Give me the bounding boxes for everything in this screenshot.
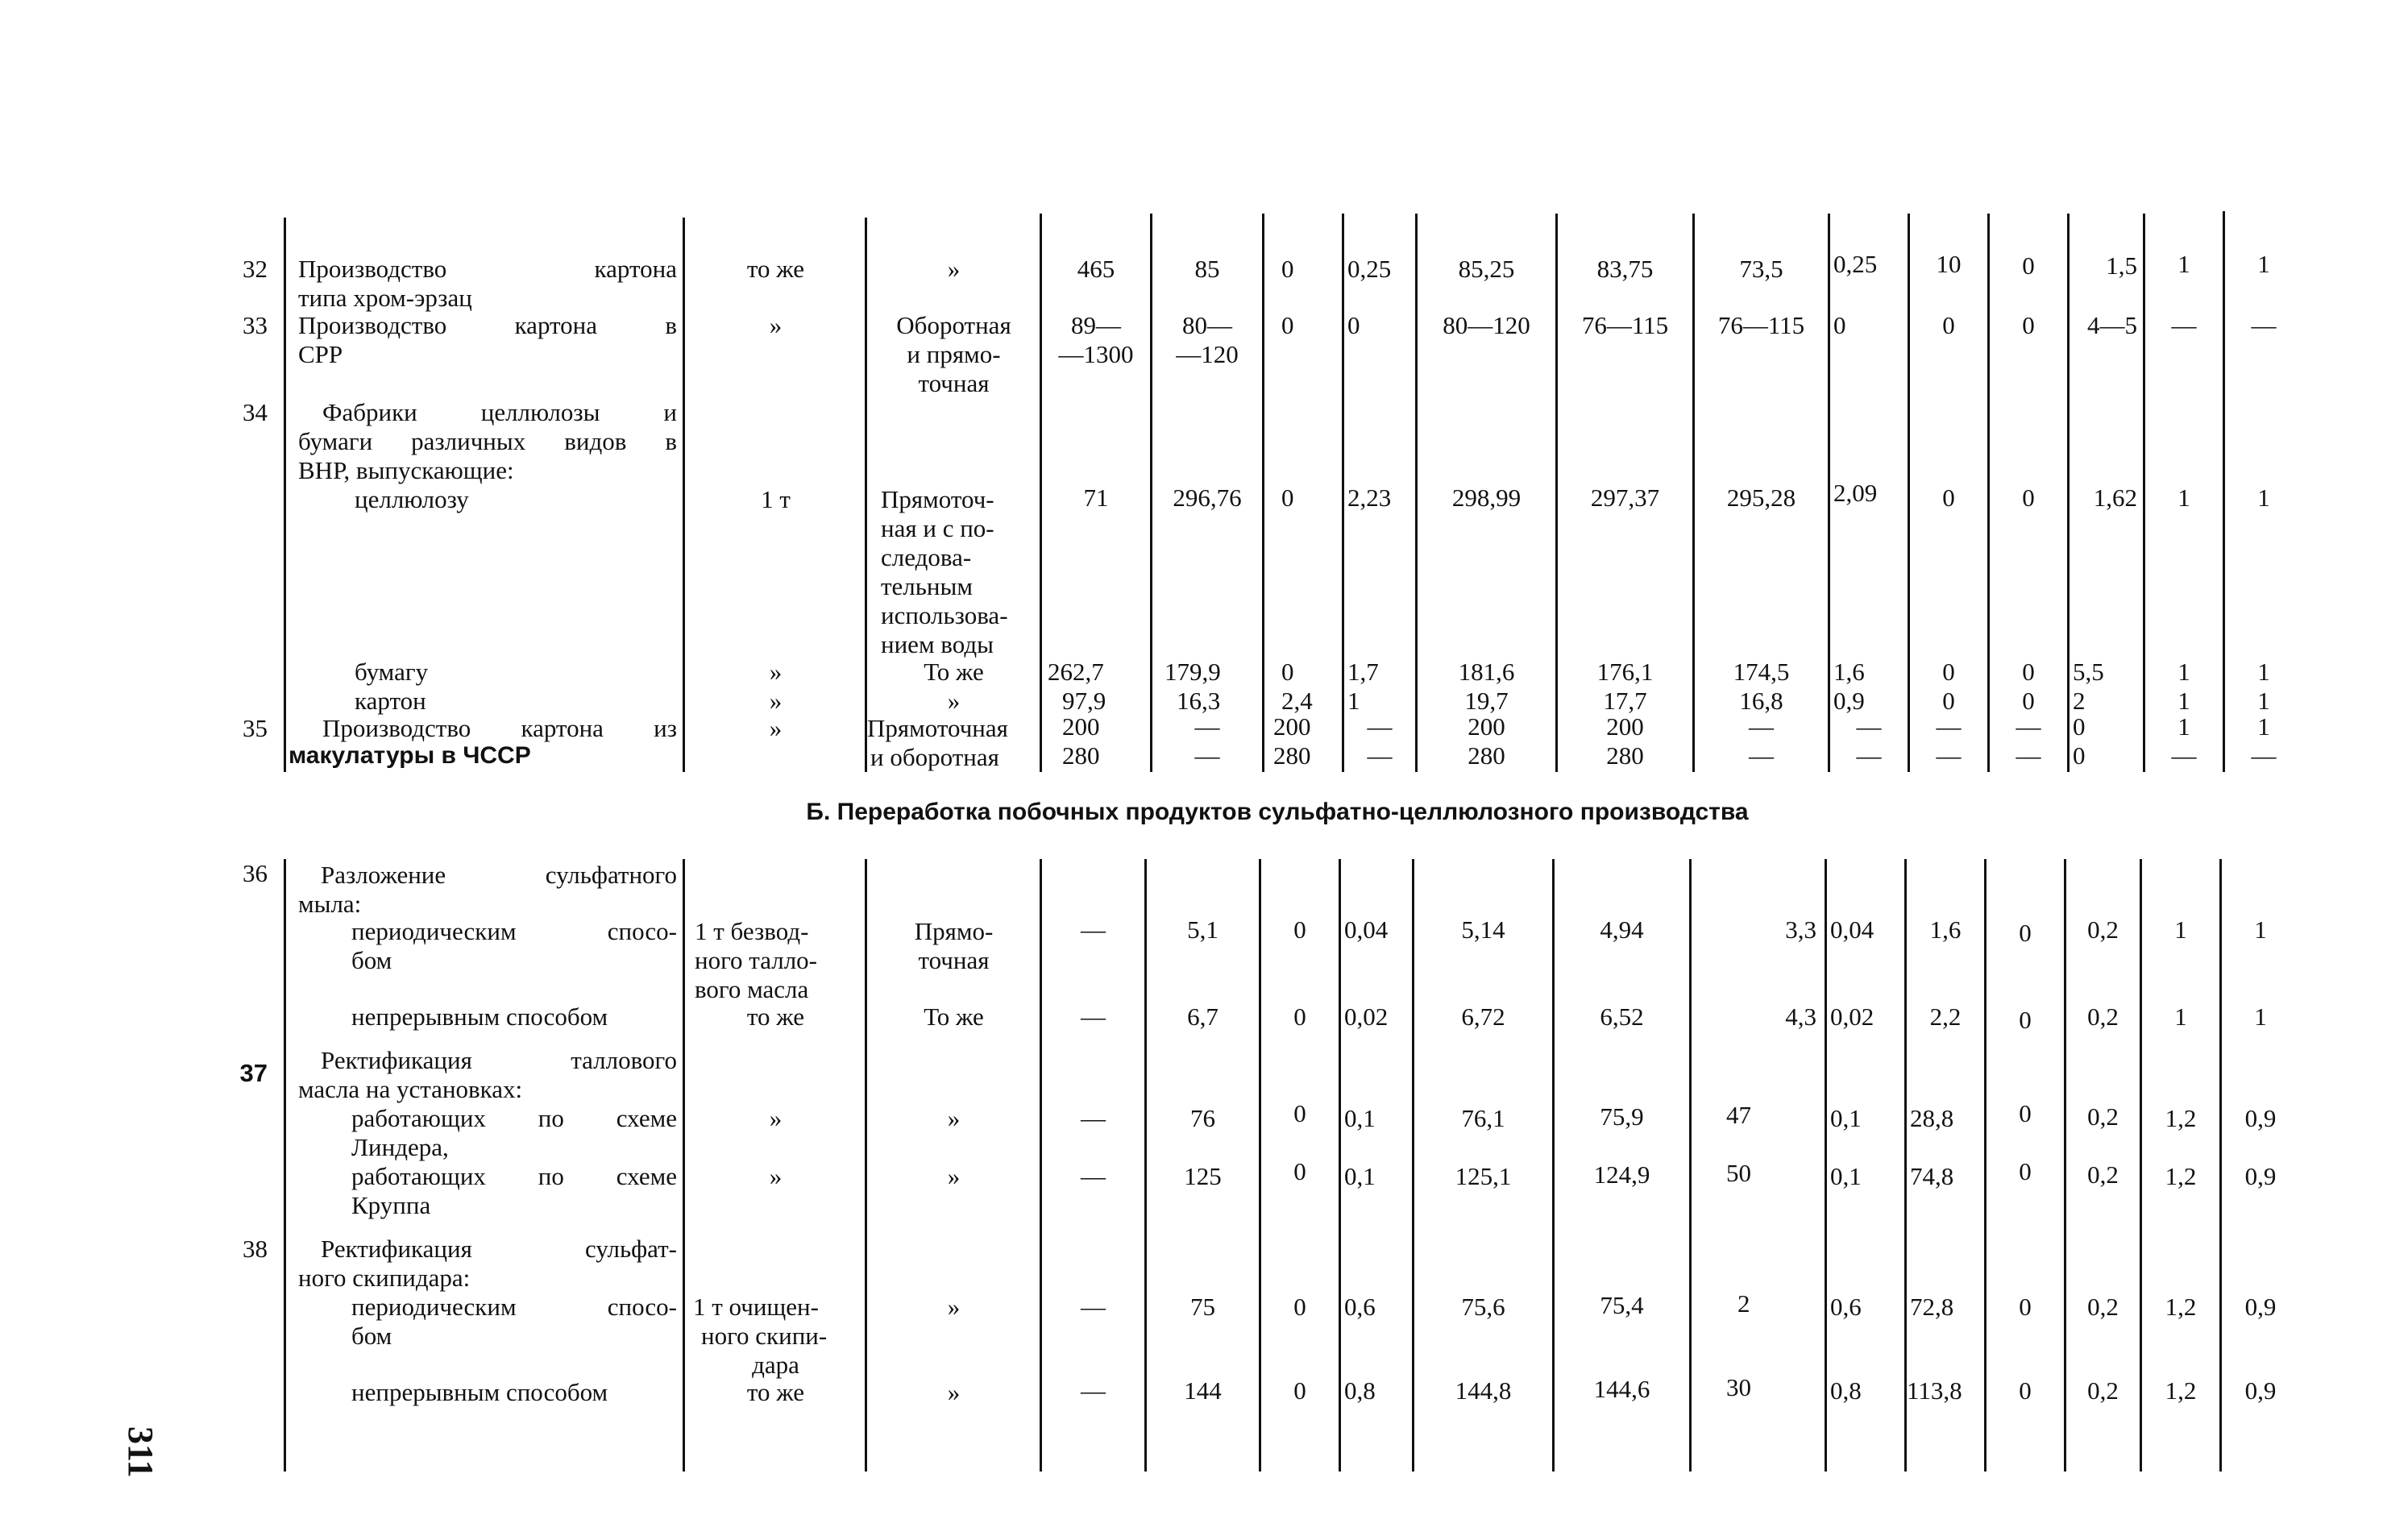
row-name-cont: масла на установках: (298, 1075, 523, 1103)
value-cell: 4,94 (1600, 915, 1644, 944)
value-cell: — (2016, 712, 2041, 741)
rule-col6-bottom (1689, 859, 1692, 1472)
value-cell: 200 (1468, 712, 1505, 741)
value-cell: 1,6 (1833, 658, 1865, 686)
value-cell: 76—115 (1581, 311, 1669, 339)
value-cell: 1 (2257, 687, 2270, 715)
row-number: 33 (243, 311, 268, 339)
scheme-cell-cont: точная (918, 946, 990, 974)
value-cell: 74,8 (1910, 1162, 1954, 1190)
value-cell: — (2171, 741, 2197, 770)
sub-item-name: работающих по схеме (351, 1162, 677, 1190)
value-cell: 0 (2022, 484, 2035, 512)
value-cell: 0 (2022, 658, 2035, 686)
value-cell: 280 (1606, 741, 1644, 770)
value-cell: 80—120 (1443, 311, 1530, 339)
value-cell: — (1081, 1104, 1106, 1132)
value-cell: — (1856, 712, 1882, 741)
value-cell: 0,9 (2244, 1104, 2277, 1132)
value-cell: 83,75 (1596, 255, 1654, 283)
value-cell: 1,2 (2165, 1376, 2197, 1405)
scheme-cell: Оборотная (896, 311, 1011, 339)
value-cell: — (1081, 1376, 1106, 1405)
row-number: 35 (243, 714, 268, 742)
value-cell: — (1081, 915, 1106, 944)
unit-cell: » (769, 311, 783, 339)
value-cell: 16,3 (1177, 687, 1221, 715)
value-cell: 1 (2177, 250, 2190, 278)
value-cell: 0,1 (1830, 1162, 1862, 1190)
value-cell: 295,28 (1726, 484, 1796, 512)
sub-item-name: непрерывным способом (351, 1002, 608, 1031)
value-cell: 1,2 (2165, 1104, 2197, 1132)
value-cell: 144,6 (1593, 1375, 1650, 1403)
value-cell: 181,6 (1458, 658, 1515, 686)
value-cell: — (2251, 741, 2277, 770)
value-cell: 1,7 (1347, 658, 1379, 686)
value-cell: 85,25 (1458, 255, 1515, 283)
row-name-cont: макулатуры в ЧССР (289, 742, 531, 769)
value-cell: 297,37 (1590, 484, 1660, 512)
value-cell: 0,9 (2244, 1376, 2277, 1405)
value-cell: 0,1 (1344, 1162, 1376, 1190)
value-cell: 0 (1942, 658, 1955, 686)
value-cell: 76—115 (1717, 311, 1805, 339)
value-cell: 0 (1293, 915, 1306, 944)
value-cell-cont: —120 (1176, 340, 1239, 368)
value-cell: 75 (1190, 1293, 1215, 1321)
value-cell: 16,8 (1739, 687, 1783, 715)
unit-cell: » (769, 687, 783, 715)
sub-item-name: работающих по схеме (351, 1104, 677, 1132)
value-cell: 1 (2177, 687, 2190, 715)
value-cell: 5,14 (1461, 915, 1505, 944)
row-name-cont: мыла: (298, 890, 362, 918)
rule-col7-bottom (1825, 859, 1827, 1472)
row-name-cont: бумаги различных видов в (298, 427, 677, 455)
value-cell: — (1367, 741, 1393, 770)
value-cell: 0,1 (1344, 1104, 1376, 1132)
value-cell: 280 (1468, 741, 1505, 770)
value-cell: 0 (1293, 1376, 1306, 1405)
value-cell: 0 (2073, 712, 2086, 741)
row-name-cont: СРР (298, 340, 343, 368)
value-cell: 465 (1077, 255, 1115, 283)
value-cell: 0,1 (1830, 1104, 1862, 1132)
value-cell: 1 (2174, 1002, 2187, 1031)
scheme-cell: » (947, 1104, 961, 1132)
value-cell: 3,3 (1785, 915, 1816, 944)
scheme-cell: » (947, 687, 961, 715)
value-cell: 0 (1293, 1002, 1306, 1031)
row-name: Разложение сульфатного (321, 861, 677, 889)
value-cell: 1 (2257, 712, 2270, 741)
value-cell: 0 (1942, 311, 1955, 339)
value-cell: 0 (2022, 311, 2035, 339)
value-cell: 47 (1726, 1101, 1751, 1129)
rule-col3-top (1342, 214, 1344, 772)
row-name: Производство картона (298, 255, 677, 283)
rule-col3-bottom (1339, 859, 1341, 1472)
value-cell: 0 (1281, 255, 1294, 283)
value-cell: 0,2 (2087, 1102, 2119, 1131)
sub-item-name: периодическим спосо- (351, 917, 677, 945)
value-cell: 0 (2019, 1006, 2032, 1034)
value-cell: 0 (2019, 1099, 2032, 1127)
row-name: Производство картона из (322, 714, 677, 742)
value-cell: 0 (2022, 251, 2035, 280)
sub-item-name: периодическим спосо- (351, 1293, 677, 1321)
scheme-cell: » (947, 1378, 961, 1406)
scheme-cell: То же (924, 658, 984, 686)
value-cell: 1,2 (2165, 1293, 2197, 1321)
value-cell: 71 (1083, 484, 1109, 512)
value-cell: 0 (1293, 1157, 1306, 1185)
row-number: 34 (243, 398, 268, 426)
unit-cell: » (769, 658, 783, 686)
row-number: 37 (239, 1059, 268, 1087)
rule-after-rowno-bottom (284, 859, 286, 1472)
value-cell: 0 (1293, 1099, 1306, 1127)
value-cell: — (2251, 311, 2277, 339)
value-cell: 4,3 (1785, 1002, 1816, 1031)
scheme-cell: » (947, 1293, 961, 1321)
value-cell: 0 (2019, 1157, 2032, 1185)
row-name: Ректификация таллового (321, 1046, 677, 1074)
value-cell: 0,2 (2087, 1002, 2119, 1031)
rule-col7-top (1828, 214, 1830, 772)
value-cell: 76 (1190, 1104, 1215, 1132)
sub-item-name: бумагу (355, 658, 429, 686)
value-cell: — (1081, 1002, 1106, 1031)
unit-cell: » (769, 714, 783, 742)
sub-item-name-cont: бом (351, 1322, 392, 1350)
scheme-cell: Прямо- (914, 917, 994, 945)
value-cell: 1 (2257, 484, 2270, 512)
unit-cell: 1 т очищен- (693, 1293, 819, 1321)
value-cell: 1,62 (2093, 484, 2137, 512)
value-cell: 0,2 (2087, 915, 2119, 944)
value-cell: 72,8 (1910, 1293, 1954, 1321)
value-cell: 0 (2073, 741, 2086, 770)
value-cell: — (2171, 311, 2197, 339)
value-cell: 0 (1347, 311, 1360, 339)
value-cell: 2,2 (1929, 1002, 1962, 1031)
value-cell: 179,9 (1165, 658, 1221, 686)
value-cell: 0,2 (2087, 1376, 2119, 1405)
value-cell: 0,8 (1344, 1376, 1376, 1405)
unit-cell-cont: ного скипи- (701, 1322, 828, 1350)
value-cell: 6,7 (1187, 1002, 1218, 1031)
value-cell: 200 (1273, 712, 1311, 741)
value-cell: 296,76 (1173, 484, 1242, 512)
value-cell: 0,9 (2244, 1162, 2277, 1190)
row-number: 38 (243, 1235, 268, 1263)
row-name-cont: ВНР, выпускающие: (298, 456, 514, 484)
value-cell: — (1936, 712, 1962, 741)
unit-cell: 1 т (761, 485, 791, 513)
value-cell: 0,04 (1344, 915, 1389, 944)
page-number: 311 (121, 1426, 160, 1478)
value-cell: 0,6 (1830, 1293, 1862, 1321)
value-cell: 0 (1293, 1293, 1306, 1321)
rule-col2-top (1262, 214, 1264, 772)
row-name-cont: ного скипидара: (298, 1264, 471, 1292)
value-cell: 0,8 (1830, 1376, 1862, 1405)
row-number: 36 (243, 859, 268, 887)
row-name: Ректификация сульфат- (321, 1235, 677, 1263)
value-cell: 262,7 (1048, 658, 1104, 686)
value-cell: 1,6 (1929, 915, 1962, 944)
row-name-cont: типа хром-эрзац (298, 284, 472, 312)
scheme-cell: » (947, 255, 961, 283)
value-cell: 2,23 (1347, 484, 1392, 512)
value-cell: 1 (1347, 687, 1360, 715)
row-name: Производство картона в (298, 311, 677, 339)
scheme-cell-cont: и оборотная (870, 743, 999, 771)
value-cell: 0,2 (2087, 1293, 2119, 1321)
value-cell: 76,1 (1461, 1104, 1505, 1132)
sub-item-name: картон (355, 687, 426, 715)
value-cell: 17,7 (1603, 687, 1647, 715)
value-cell: 1 (2177, 712, 2190, 741)
value-cell: 0,9 (2244, 1293, 2277, 1321)
scheme-cell-cont: следова- (881, 543, 972, 571)
scheme-cell-cont: и прямо- (907, 340, 1001, 368)
section-b-title: Б. Переработка побочных продуктов сульфатно-целлюлозного производства (806, 799, 1749, 825)
value-cell: 280 (1062, 741, 1100, 770)
row-name: Фабрики целлюлозы и (322, 398, 677, 426)
value-cell: 0,25 (1833, 250, 1878, 278)
value-cell: 0 (1942, 687, 1955, 715)
unit-cell: 1 т безвод- (695, 917, 809, 945)
value-cell: — (2016, 741, 2041, 770)
value-cell: 0,25 (1347, 255, 1392, 283)
unit-cell-cont: вого масла (695, 975, 809, 1003)
value-cell: 75,9 (1600, 1102, 1644, 1131)
value-cell: 30 (1726, 1373, 1751, 1401)
value-cell: 1 (2257, 658, 2270, 686)
value-cell: 113,8 (1907, 1376, 1962, 1405)
value-cell: — (1194, 741, 1220, 770)
value-cell: 0,04 (1830, 915, 1874, 944)
unit-cell: то же (746, 255, 805, 283)
value-cell: 28,8 (1910, 1104, 1954, 1132)
sub-item-name-cont: Линдера, (351, 1133, 449, 1161)
value-cell: 0,6 (1344, 1293, 1376, 1321)
scheme-cell: Прямоточная (867, 714, 1008, 742)
row-number: 32 (243, 255, 268, 283)
value-cell: 1 (2254, 915, 2267, 944)
value-cell: 0 (2019, 1293, 2032, 1321)
value-cell: 2,4 (1281, 687, 1313, 715)
value-cell: 298,99 (1451, 484, 1522, 512)
rule-after-rowno-top (284, 218, 286, 772)
scheme-cell-cont: точная (918, 369, 990, 397)
value-cell: 200 (1606, 712, 1644, 741)
value-cell: 0 (1281, 658, 1294, 686)
scheme-cell: То же (924, 1002, 984, 1031)
value-cell: 124,9 (1593, 1160, 1650, 1189)
value-cell: 85 (1194, 255, 1220, 283)
scheme-cell: Прямоточ- (881, 485, 994, 513)
value-cell: — (1936, 741, 1962, 770)
value-cell: 73,5 (1739, 255, 1783, 283)
value-cell: 1 (2254, 1002, 2267, 1031)
value-cell: — (1856, 741, 1882, 770)
value-cell: — (1367, 712, 1393, 741)
value-cell: 200 (1062, 712, 1100, 741)
value-cell: 1 (2174, 915, 2187, 944)
value-cell: 280 (1273, 741, 1311, 770)
value-cell: 5,5 (2073, 658, 2104, 686)
value-cell: 75,4 (1600, 1291, 1644, 1319)
value-cell: 0 (1942, 484, 1955, 512)
value-cell: 0 (2019, 1376, 2032, 1405)
sub-item-name-cont: Круппа (351, 1191, 431, 1219)
value-cell: 1 (2257, 250, 2270, 278)
value-cell: 125 (1184, 1162, 1222, 1190)
value-cell: 80— (1182, 311, 1232, 339)
value-cell: 144,8 (1455, 1376, 1512, 1405)
value-cell: 2,09 (1833, 479, 1878, 507)
unit-cell: то же (746, 1378, 805, 1406)
scheme-cell-cont: ная и с по- (881, 514, 994, 542)
value-cell: 1,2 (2165, 1162, 2197, 1190)
value-cell: 50 (1726, 1159, 1751, 1187)
value-cell: — (1194, 712, 1220, 741)
value-cell: 0 (1281, 311, 1294, 339)
value-cell: 0 (1833, 311, 1846, 339)
value-cell: 125,1 (1455, 1162, 1512, 1190)
value-cell: 6,72 (1461, 1002, 1505, 1031)
scheme-cell-cont: использова- (881, 601, 1008, 629)
value-cell: 0 (2019, 919, 2032, 947)
value-cell: 0 (2022, 687, 2035, 715)
scheme-cell: » (947, 1162, 961, 1190)
value-cell: 75,6 (1461, 1293, 1505, 1321)
unit-cell-cont: дара (752, 1351, 799, 1379)
value-cell: — (1081, 1162, 1106, 1190)
value-cell-cont: —1300 (1058, 340, 1134, 368)
value-cell: 144 (1184, 1376, 1222, 1405)
value-cell: 0,9 (1833, 687, 1865, 715)
value-cell: — (1081, 1293, 1106, 1321)
unit-cell-cont: ного талло- (695, 946, 818, 974)
value-cell: 2 (1737, 1289, 1750, 1318)
value-cell: 1 (2177, 484, 2190, 512)
unit-cell: » (769, 1162, 783, 1190)
value-cell: 6,52 (1600, 1002, 1644, 1031)
sub-item-name: непрерывным способом (351, 1378, 608, 1406)
unit-cell: » (769, 1104, 783, 1132)
value-cell: 0 (1281, 484, 1294, 512)
value-cell: 174,5 (1733, 658, 1790, 686)
value-cell: 2 (2073, 687, 2086, 715)
unit-cell: то же (746, 1002, 805, 1031)
value-cell: — (1749, 741, 1774, 770)
value-cell: 4—5 (2087, 311, 2137, 339)
value-cell: 1 (2177, 658, 2190, 686)
value-cell: 10 (1936, 250, 1962, 278)
value-cell: 97,9 (1062, 687, 1106, 715)
value-cell: — (1749, 712, 1774, 741)
value-cell: 0,02 (1344, 1002, 1389, 1031)
sub-item-name: целлюлозу (355, 485, 469, 513)
value-cell: 5,1 (1187, 915, 1218, 944)
value-cell: 0,2 (2087, 1160, 2119, 1189)
value-cell: 176,1 (1596, 658, 1654, 686)
value-cell: 1,5 (2106, 251, 2137, 280)
value-cell: 0,02 (1830, 1002, 1874, 1031)
scheme-cell-cont: тельным (881, 572, 973, 600)
scheme-cell-cont: нием воды (881, 630, 994, 658)
value-cell: 89— (1071, 311, 1121, 339)
sub-item-name-cont: бом (351, 946, 392, 974)
value-cell: 19,7 (1464, 687, 1509, 715)
